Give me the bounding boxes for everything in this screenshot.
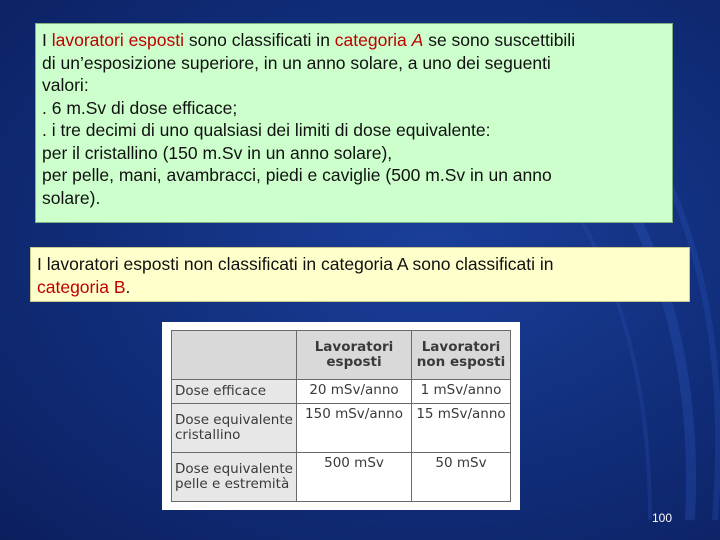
header-lavoratori-esposti [297,331,412,380]
box1-line-6: per il cristallino (150 m.Sv in un anno solare), [42,142,393,163]
row-label-dose-efficace [172,380,297,404]
row-label-text: cristallino [175,427,241,443]
value-esposti-pelle: 500 mSv [297,453,412,502]
box1-line-1 [42,29,666,52]
value-non-esposti-pelle: 50 mSv [412,453,511,502]
box1-line-5: . i tre decimi di uno qualsiasi dei limiti di dose equivalente: [42,120,491,140]
table-row [172,404,511,453]
header-text: non esposti [416,354,506,370]
highlight-lavoratori-esposti: lavoratori esposti [51,30,185,50]
header-lavoratori-non-esposti [412,331,511,380]
row-label-text: Dose efficace [175,383,267,399]
header-text: Lavoratori [421,339,501,355]
row-label-text: Dose equivalente [175,412,293,428]
box2-line-2 [37,276,683,299]
value-non-esposti-cristallino: 15 mSv/anno [412,404,511,453]
box1-line-7: per pelle, mani, avambracci, piedi e caviglie (500 m.Sv in un anno [42,165,552,185]
dose-limits-table [171,330,511,502]
highlight-a: A [411,30,424,50]
box1-line-3: valori: [42,75,89,95]
box1-line-8: solare). [42,187,101,208]
row-label-text: pelle e estremità [175,476,290,492]
header-text: esposti [326,354,382,370]
dose-limits-table-image [162,322,520,510]
text-fragment: . [125,276,131,297]
table-header-row [172,331,511,380]
row-label-dose-pelle [172,453,297,502]
value-non-esposti-dose-efficace: 1 mSv/anno [412,380,511,404]
highlight-categoria: categoria [334,30,412,50]
box1-line-2: di un’esposizione superiore, in un anno solare, a uno dei seguenti [42,52,551,73]
classification-category-a-box [35,23,673,223]
box1-line-4: . 6 m.Sv di dose efficace; [42,97,238,118]
table-corner-cell [172,331,297,380]
highlight-categoria-b: categoria B [37,276,126,297]
header-text: Lavoratori [314,339,394,355]
value-esposti-dose-efficace: 20 mSv/anno [297,380,412,404]
value-esposti-cristallino: 150 mSv/anno [297,404,412,453]
table-row [172,380,511,404]
page-number: 100 [652,511,673,525]
row-label-text: Dose equivalente [175,461,293,477]
table-row [172,453,511,502]
classification-category-b-box [30,247,690,302]
text-fragment: se sono suscettibili [423,30,576,50]
text-fragment: sono classificati in [184,30,335,50]
row-label-dose-cristallino [172,404,297,453]
box2-line-1: I lavoratori esposti non classificati in categoria A sono classificati in [37,254,554,274]
text-fragment: I [42,30,52,50]
